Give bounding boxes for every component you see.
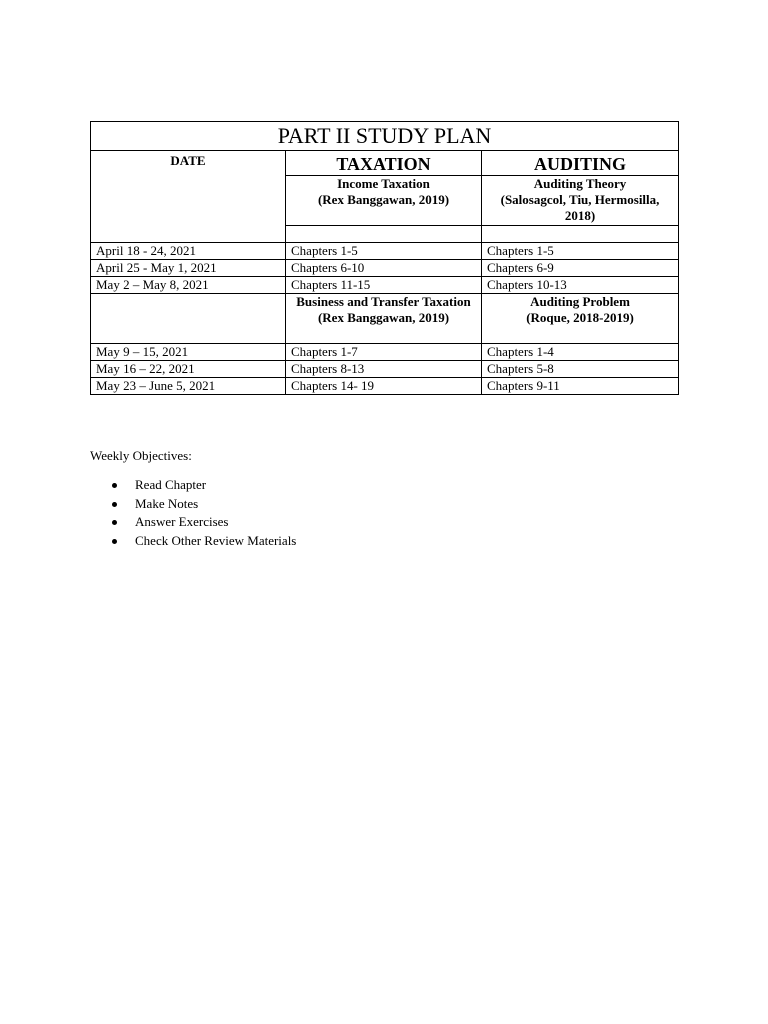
bullet-icon (112, 502, 117, 507)
objective-item (90, 532, 296, 551)
date-cell: April 18 - 24, 2021 (91, 243, 286, 260)
auditing-chapters-cell: Chapters 1-5 (482, 243, 679, 260)
taxation-column-header: TAXATION (286, 151, 482, 176)
objective-item (90, 495, 296, 514)
date-cell: May 2 – May 8, 2021 (91, 277, 286, 294)
date-cell: May 16 – 22, 2021 (91, 361, 286, 378)
objective-text: Make Notes (135, 495, 199, 511)
table-row (91, 361, 679, 378)
auditing-reference-1: Auditing Theory (Salosagcol, Tiu, Hermosilla, 2018) (482, 176, 679, 226)
taxation-chapters-cell: Chapters 6-10 (286, 260, 482, 277)
taxation-chapters-cell: Chapters 1-7 (286, 344, 482, 361)
auditing-chapters-cell: Chapters 9-11 (482, 378, 679, 395)
blank-cell (286, 226, 482, 243)
bullet-icon (112, 539, 117, 544)
auditing-chapters-cell: Chapters 1-4 (482, 344, 679, 361)
table-title: PART II STUDY PLAN (91, 122, 679, 151)
objectives-heading: Weekly Objectives: (90, 448, 192, 463)
bullet-icon (112, 483, 117, 488)
table-row (91, 277, 679, 294)
taxation-chapters-cell: Chapters 1-5 (286, 243, 482, 260)
objective-text: Check Other Review Materials (135, 532, 297, 548)
date-cell: May 23 – June 5, 2021 (91, 378, 286, 395)
bullet-icon (112, 520, 117, 525)
auditing-chapters-cell: Chapters 6-9 (482, 260, 679, 277)
section-2-rows (91, 344, 679, 395)
objective-item (90, 513, 296, 532)
auditing-chapters-cell: Chapters 10-13 (482, 277, 679, 294)
table-row (91, 260, 679, 277)
blank-cell (482, 226, 679, 243)
weekly-objectives (90, 448, 296, 550)
objective-item (90, 476, 296, 495)
section-1-rows (91, 243, 679, 294)
date-cell: May 9 – 15, 2021 (91, 344, 286, 361)
taxation-chapters-cell: Chapters 8-13 (286, 361, 482, 378)
auditing-chapters-cell: Chapters 5-8 (482, 361, 679, 378)
table-row (91, 344, 679, 361)
taxation-reference-2: Business and Transfer Taxation (Rex Banggawan, 2019) (286, 294, 482, 344)
auditing-column-header: AUDITING (482, 151, 679, 176)
objectives-list (90, 476, 296, 550)
table-row (91, 378, 679, 395)
taxation-chapters-cell: Chapters 14- 19 (286, 378, 482, 395)
auditing-reference-2: Auditing Problem (Roque, 2018-2019) (482, 294, 679, 344)
objective-text: Answer Exercises (135, 514, 229, 529)
date-cell: April 25 - May 1, 2021 (91, 260, 286, 277)
objective-text: Read Chapter (135, 477, 207, 492)
taxation-reference-1: Income Taxation (Rex Banggawan, 2019) (286, 176, 482, 226)
taxation-chapters-cell: Chapters 11-15 (286, 277, 482, 294)
blank-cell (91, 294, 286, 344)
study-plan-table (90, 121, 679, 395)
table-row (91, 243, 679, 260)
date-column-header: DATE (91, 151, 286, 243)
